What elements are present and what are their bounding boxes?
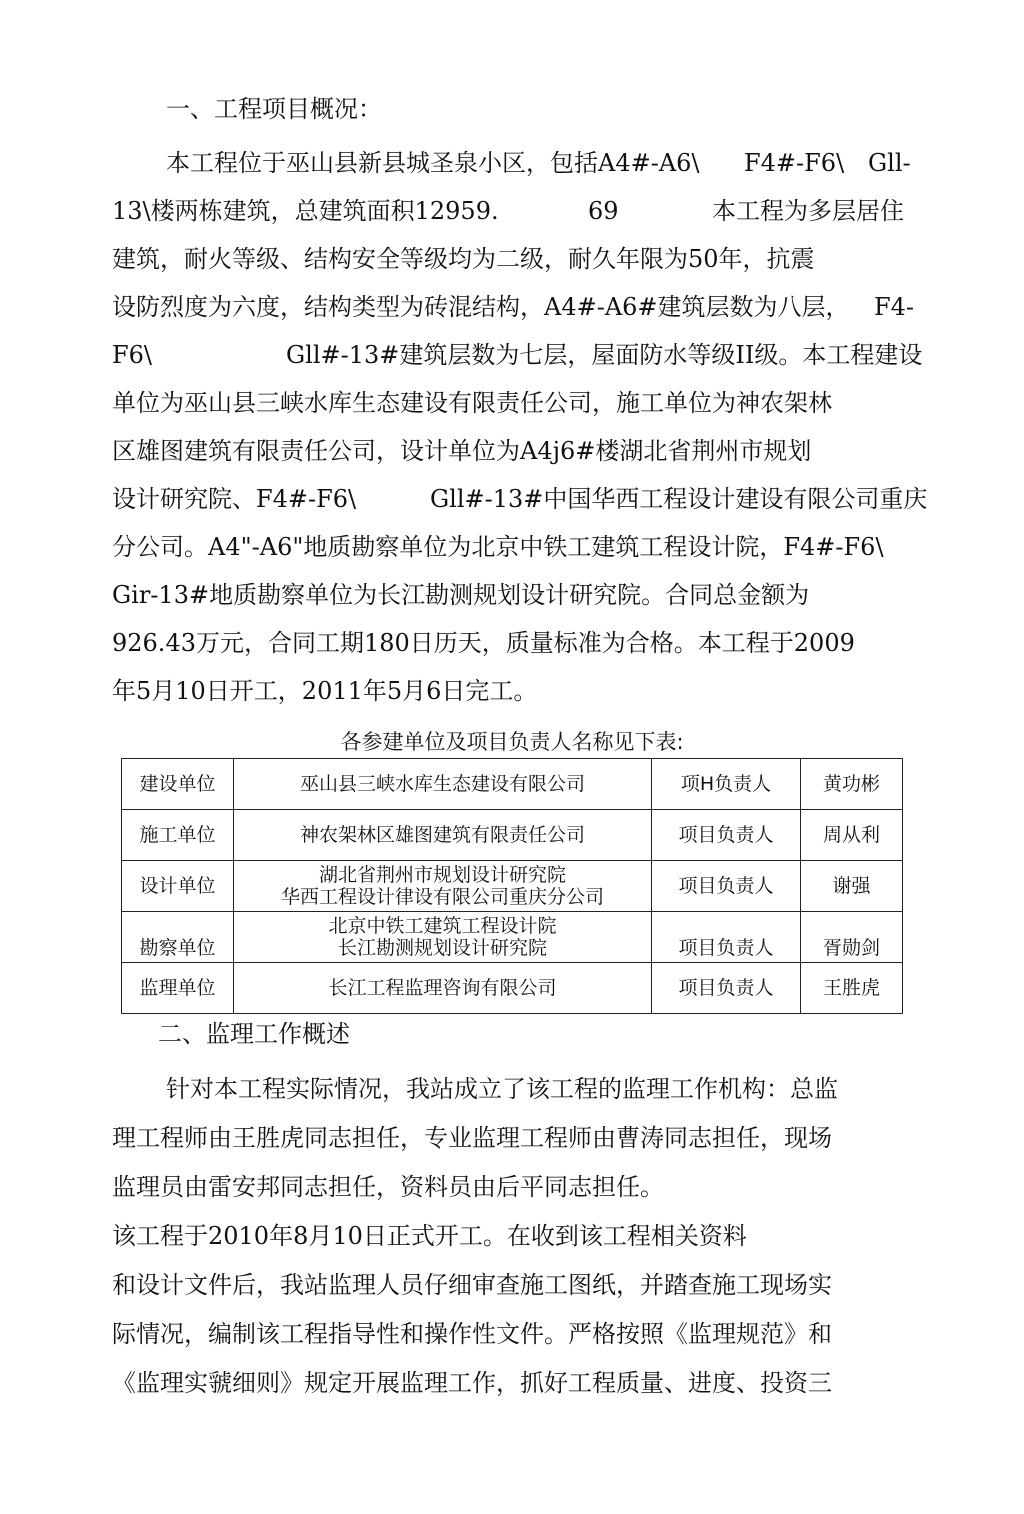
para-line: 该工程于2010年8月10日正式开工。在收到该工程相关资料 (112, 1222, 747, 1250)
para-line: F4#-F6\ (744, 149, 845, 177)
para-line: F4- (874, 293, 915, 321)
role-cell: 勘察单位 (122, 912, 234, 963)
org-cell: 巫山县三峡水库生态建设有限公司 (234, 759, 652, 810)
para-line: 《监理实虢细则》规定开展监理工作，抓好工程质量、进度、投资三 (112, 1369, 832, 1397)
table-row (122, 810, 903, 861)
para-line: 际情况，编制该工程指导性和操作性文件。严格按照《监理规范》和 (112, 1320, 832, 1348)
para-line: 设计研究院、F4#-F6\ (112, 485, 357, 513)
org-line: 长江勘测规划设计研究院 (337, 937, 547, 959)
para-line: Gll#-13#中国华西工程设计建设有限公司重庆 (430, 485, 928, 513)
para-line: F6\ (112, 341, 153, 369)
para-line: 926.43万元，合同工期180日历天，质量标准为合格。本工程于2009 (112, 629, 855, 657)
table-row (122, 912, 903, 963)
para-line: 本工程为多层居住 (712, 197, 904, 225)
table-row (122, 963, 903, 1014)
org-line: 华西工程设计律设有限公司重庆分公司 (280, 886, 604, 908)
title-cell: 项目负责人 (652, 912, 801, 963)
person-cell: 王胜虎 (801, 963, 903, 1014)
title-cell: 项目负责人 (652, 963, 801, 1014)
para-line: 监理员由雷安邦同志担任，资料员由后平同志担任。 (112, 1173, 664, 1201)
role-cell: 施工单位 (122, 810, 234, 861)
para-line: 69 (588, 197, 619, 225)
para-line: Gll#-13#建筑层数为七层，屋面防水等级II级。本工程建设 (286, 341, 923, 369)
table-caption: 各参建单位及项目负责人名称见下表: (340, 730, 684, 754)
para-line: 本工程位于巫山县新县城圣泉小区，包括A4#-A6\ (166, 149, 700, 177)
para-line: 年5月10日开工，2011年5月6日完工。 (112, 677, 538, 705)
title-cell: 项目负责人 (652, 810, 801, 861)
title-cell: 项H负责人 (652, 759, 801, 810)
para-line: 理工程师由王胜虎同志担任，专业监理工程师由曹涛同志担任，现场 (112, 1124, 832, 1152)
role-cell: 设计单位 (122, 861, 234, 912)
table-row (122, 861, 903, 912)
para-line: Gir-13#地质勘察单位为长江勘测规划设计研究院。合同总金额为 (112, 581, 810, 609)
org-cell (234, 861, 652, 912)
org-cell: 神农架林区雄图建筑有限责任公司 (234, 810, 652, 861)
person-cell: 谢强 (801, 861, 903, 912)
para-line: 13\楼两栋建筑，总建筑面积12959. (112, 197, 499, 225)
org-line: 湖北省荆州市规划设计研究院 (318, 864, 566, 886)
person-cell: 黄功彬 (801, 759, 903, 810)
role-cell: 监理单位 (122, 963, 234, 1014)
org-cell: 长江工程监理咨询有限公司 (234, 963, 652, 1014)
person-cell: 周从利 (801, 810, 903, 861)
para-line: 区雄图建筑有限责任公司，设计单位为A4j6#楼湖北省荆州市规划 (112, 437, 812, 465)
para-line: 单位为巫山县三峡水库生态建设有限责任公司，施工单位为神农架林 (112, 389, 832, 417)
para-line: Gll- (868, 149, 911, 177)
org-cell (234, 912, 652, 963)
section-1-heading: 一、工程项目概况： (166, 95, 382, 123)
para-line: 建筑，耐火等级、结构安全等级均为二级，耐久年限为50年，抗震 (112, 245, 815, 273)
section-2-heading: 二、监理工作概述 (158, 1020, 350, 1048)
para-line: 设防烈度为六度，结构类型为砖混结构，A4#-A6#建筑层数为八层， (112, 293, 850, 321)
participants-table (121, 758, 903, 1014)
title-cell: 项目负责人 (652, 861, 801, 912)
para-line: 分公司。A4"-A6"地质勘察单位为北京中铁工建筑工程设计院，F4#-F6\ (112, 533, 884, 561)
role-cell: 建设单位 (122, 759, 234, 810)
org-line: 北京中铁工建筑工程设计院 (328, 915, 557, 937)
para-line: 针对本工程实际情况，我站成立了该工程的监理工作机构：总监 (166, 1075, 838, 1103)
person-cell: 胥勋剑 (801, 912, 903, 963)
table-row (122, 759, 903, 810)
para-line: 和设计文件后，我站监理人员仔细审查施工图纸，并踏查施工现场实 (112, 1271, 832, 1299)
